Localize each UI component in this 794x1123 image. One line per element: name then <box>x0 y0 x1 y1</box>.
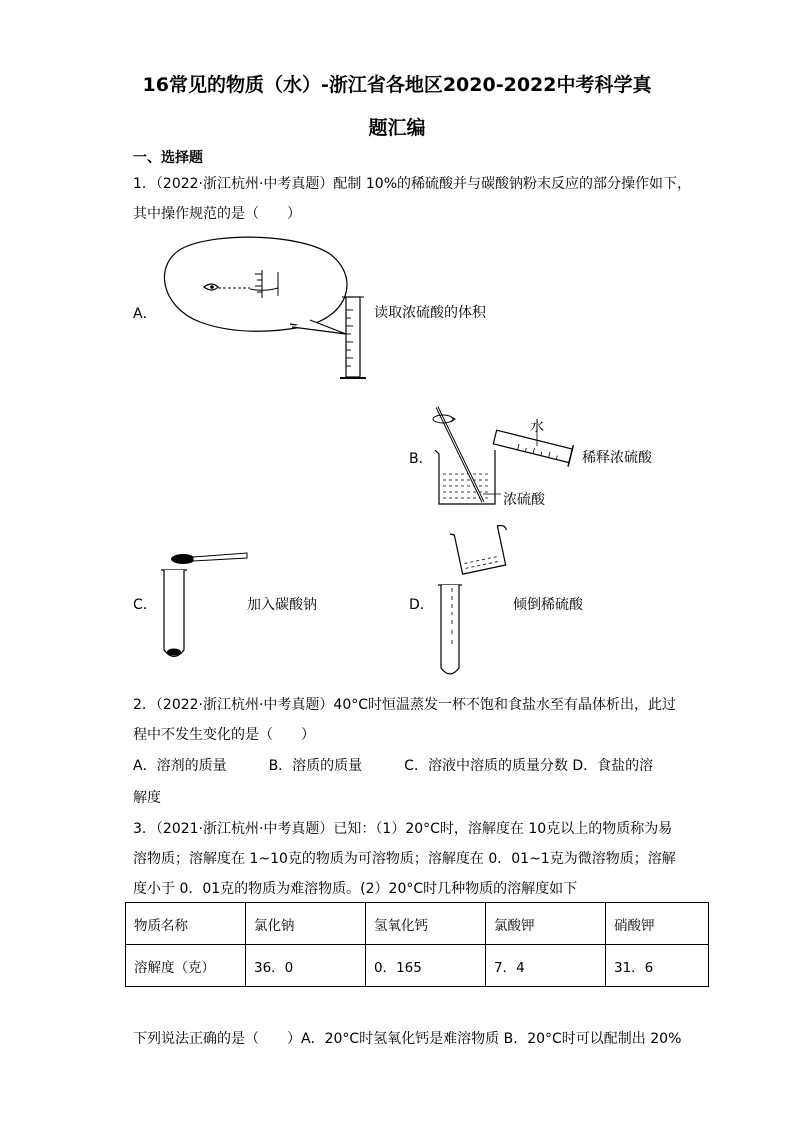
table-cell: 7．4 <box>486 945 606 987</box>
q1-option-b-water-label: 水 <box>530 419 544 435</box>
table-cell: 硝酸钾 <box>606 903 709 945</box>
q3-question: 下列说法正确的是（ ）A．20°C时氢氧化钙是难溶物质 B．20°C时可以配制出 20% <box>133 1031 682 1047</box>
table-cell: 氯化钠 <box>246 903 366 945</box>
table-cell: 31．6 <box>606 945 709 987</box>
document-title-cont: 题汇编 <box>368 117 426 139</box>
q1-option-d-letter: D． <box>409 597 434 613</box>
q1-option-a-label: 读取浓硫酸的体积 <box>374 305 486 321</box>
q1-option-c-label: 加入碳酸钠 <box>247 597 317 613</box>
q1-option-c-letter: C． <box>133 597 157 613</box>
q1-option-b-letter: B． <box>409 451 433 467</box>
q1-option-b-label: 稀释浓硫酸 <box>582 450 652 466</box>
q1-stem-cont: 其中操作规范的是（ ） <box>133 206 301 222</box>
q2-options-cont: 解度 <box>133 790 161 806</box>
q2-stem: 2．（2022·浙江杭州·中考真题）40°C时恒温蒸发一杯不饱和食盐水至有晶体析出，此过 <box>133 697 677 713</box>
q2-options: A．溶剂的质量 B．溶质的质量 C．溶液中溶质的质量分数 D．食盐的溶 <box>133 758 654 774</box>
table-cell: 0．165 <box>366 945 486 987</box>
graduated-cylinder-reading-diagram <box>160 232 380 382</box>
table-cell: 氢氧化钙 <box>366 903 486 945</box>
table-row <box>126 903 709 945</box>
pouring-diagram <box>430 520 520 680</box>
q1-option-b-acid-label: 浓硫酸 <box>503 492 545 508</box>
q3-stem: 3．（2021·浙江杭州·中考真题）已知：（1）20°C时，溶解度在 10克以上的物质称为易 <box>133 821 673 837</box>
q1-option-a-letter: A． <box>133 306 157 322</box>
table-cell: 36．0 <box>246 945 366 987</box>
table-cell: 溶解度（克） <box>126 945 246 987</box>
table-cell: 物质名称 <box>126 903 246 945</box>
q1-stem: 1．（2022·浙江杭州·中考真题）配制 10%的稀硫酸并与碳酸钠粉末反应的部分操作如下， <box>133 176 692 192</box>
test-tube-spatula-diagram <box>155 545 255 665</box>
table-row <box>126 945 709 987</box>
q3-stem-cont: 溶物质；溶解度在 1~10克的物质为可溶物质；溶解度在 0．01~1克为微溶物质；溶解 <box>133 851 676 867</box>
document-title: 16常见的物质（水）-浙江省各地区2020-2022中考科学真 <box>142 74 652 96</box>
solubility-table <box>125 902 709 987</box>
q3-stem-cont2: 度小于 0．01克的物质为难溶物质。(2）20°C时几种物质的溶解度如下 <box>133 881 578 897</box>
section-heading: 一、选择题 <box>133 150 203 166</box>
table-cell: 氯酸钾 <box>486 903 606 945</box>
q2-stem-cont: 程中不发生变化的是（ ） <box>133 727 315 743</box>
q1-option-d-label: 倾倒稀硫酸 <box>513 597 583 613</box>
